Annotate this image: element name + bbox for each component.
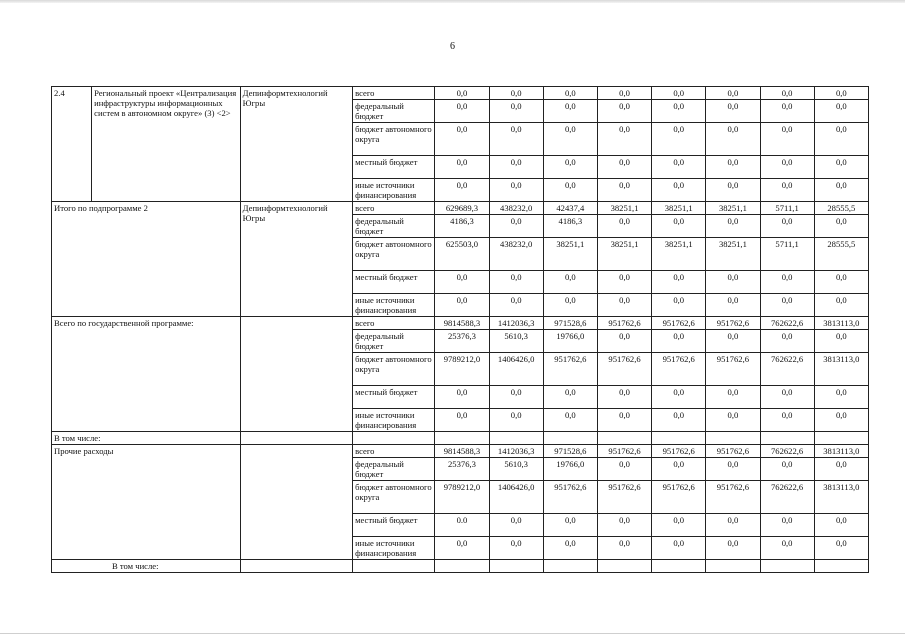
value-cell: 762622,6 [760,445,814,458]
funding-source: иные источники финансирования [353,179,435,202]
value-cell: 0,0 [706,537,760,560]
value-cell: 629689,3 [435,202,489,215]
value-cell: 1406426,0 [489,481,543,514]
value-cell: 1412036,3 [489,445,543,458]
executor [240,445,352,560]
value-cell: 0,0 [760,514,814,537]
value-cell: 0,0 [814,330,868,353]
empty-cell [706,432,760,445]
funding-source: всего [353,317,435,330]
value-cell: 951762,6 [597,481,651,514]
table-row [52,317,869,330]
value-cell: 0,0 [814,123,868,156]
value-cell: 971528,6 [543,445,597,458]
funding-source: бюджет автономного округа [353,353,435,386]
value-cell: 0,0 [814,179,868,202]
value-cell: 0,0 [597,215,651,238]
value-cell: 1406426,0 [489,353,543,386]
value-cell: 0,0 [706,514,760,537]
value-cell: 0,0 [814,100,868,123]
value-cell: 0,0 [706,100,760,123]
value-cell: 0,0 [489,386,543,409]
value-cell: 5610,3 [489,330,543,353]
value-cell: 0,0 [435,100,489,123]
value-cell: 762622,6 [760,317,814,330]
table-row [52,560,869,573]
value-cell: 0,0 [652,514,706,537]
value-cell: 0,0 [760,409,814,432]
value-cell: 3813113,0 [814,445,868,458]
funding-source: всего [353,202,435,215]
value-cell: 0,0 [435,271,489,294]
value-cell: 0,0 [814,386,868,409]
value-cell: 0,0 [706,294,760,317]
value-cell: 0,0 [760,215,814,238]
value-cell: 5711,1 [760,238,814,271]
empty-cell [652,432,706,445]
value-cell: 42437,4 [543,202,597,215]
value-cell: 0,0 [543,179,597,202]
value-cell: 9789212,0 [435,481,489,514]
value-cell: 951762,6 [652,353,706,386]
value-cell: 38251,1 [652,202,706,215]
value-cell: 0,0 [706,123,760,156]
value-cell: 0,0 [760,179,814,202]
value-cell: 0,0 [814,409,868,432]
value-cell: 0,0 [543,156,597,179]
value-cell: 0,0 [597,386,651,409]
value-cell: 0,0 [597,271,651,294]
value-cell: 0,0 [652,123,706,156]
value-cell: 0,0 [489,123,543,156]
value-cell: 1412036,3 [489,317,543,330]
value-cell: 971528,6 [543,317,597,330]
value-cell: 0,0 [489,179,543,202]
value-cell: 0,0 [760,294,814,317]
value-cell: 5711,1 [760,202,814,215]
value-cell: 0,0 [543,409,597,432]
value-cell: 0,0 [814,514,868,537]
section-label: В том числе: [52,560,241,573]
financing-table [51,86,869,573]
value-cell: 0,0 [706,271,760,294]
value-cell: 0,0 [652,294,706,317]
value-cell: 951762,6 [597,353,651,386]
value-cell: 38251,1 [706,202,760,215]
value-cell: 0,0 [760,87,814,100]
value-cell: 0,0 [706,330,760,353]
scan-edge-bottom [0,633,905,634]
value-cell: 0,0 [489,100,543,123]
value-cell: 3813113,0 [814,317,868,330]
empty-cell [543,432,597,445]
funding-source: иные источники финансирования [353,537,435,560]
value-cell: 0,0 [435,294,489,317]
value-cell: 0,0 [543,123,597,156]
value-cell: 0,0 [597,87,651,100]
value-cell: 0,0 [706,156,760,179]
funding-source: бюджет автономного округа [353,123,435,156]
funding-source: местный бюджет [353,271,435,294]
funding-source: всего [353,445,435,458]
funding-source: федеральный бюджет [353,100,435,123]
value-cell: 0,0 [760,271,814,294]
funding-source: бюджет автономного округа [353,481,435,514]
value-cell: 0,0 [760,100,814,123]
value-cell: 0,0 [652,100,706,123]
value-cell: 3813113,0 [814,481,868,514]
value-cell: 28555,5 [814,202,868,215]
value-cell: 0,0 [652,156,706,179]
value-cell: 3813113,0 [814,353,868,386]
value-cell: 0,0 [706,458,760,481]
funding-source: бюджет автономного округа [353,238,435,271]
item-name: Итого по подпрограмме 2 [52,202,241,317]
value-cell: 0,0 [760,156,814,179]
value-cell: 0,0 [706,409,760,432]
value-cell: 38251,1 [597,202,651,215]
value-cell: 0,0 [543,537,597,560]
value-cell: 0,0 [435,537,489,560]
value-cell: 0,0 [706,386,760,409]
value-cell: 0,0 [652,409,706,432]
empty-cell [240,432,352,445]
funding-source: местный бюджет [353,514,435,537]
value-cell: 0,0 [814,458,868,481]
value-cell: 951762,6 [706,445,760,458]
value-cell: 38251,1 [652,238,706,271]
value-cell: 951762,6 [652,445,706,458]
value-cell: 951762,6 [652,317,706,330]
value-cell: 0,0 [652,87,706,100]
funding-source: всего [353,87,435,100]
value-cell: 0,0 [489,271,543,294]
value-cell: 38251,1 [543,238,597,271]
table-row [52,87,869,100]
value-cell: 0,0 [543,87,597,100]
value-cell: 0,0 [489,87,543,100]
value-cell: 0.0 [435,514,489,537]
empty-cell [489,560,543,573]
value-cell: 9789212,0 [435,353,489,386]
value-cell: 25376,3 [435,458,489,481]
item-name: Региональный проект «Централизация инфраструктуры информационных систем в автономном округе» (3) <2> [92,87,241,202]
value-cell: 0,0 [597,156,651,179]
value-cell: 951762,6 [597,445,651,458]
value-cell: 0,0 [435,409,489,432]
value-cell: 0,0 [814,215,868,238]
table-row [52,445,869,458]
funding-source: местный бюджет [353,156,435,179]
value-cell: 0,0 [543,294,597,317]
value-cell: 0,0 [814,294,868,317]
value-cell: 0,0 [489,156,543,179]
funding-source: иные источники финансирования [353,409,435,432]
value-cell: 19766,0 [543,330,597,353]
empty-cell [435,432,489,445]
value-cell: 0,0 [597,458,651,481]
value-cell: 5610,3 [489,458,543,481]
value-cell: 762622,6 [760,481,814,514]
value-cell: 0,0 [543,271,597,294]
value-cell: 0,0 [706,179,760,202]
value-cell: 0,0 [652,271,706,294]
value-cell: 0,0 [489,294,543,317]
item-name: Прочие расходы [52,445,241,560]
value-cell: 9814588,3 [435,317,489,330]
value-cell: 0,0 [489,514,543,537]
empty-cell [760,560,814,573]
executor: Депинформтехнологий Югры [240,87,352,202]
value-cell: 0,0 [597,100,651,123]
value-cell: 0,0 [652,330,706,353]
value-cell: 0,0 [814,271,868,294]
value-cell: 0,0 [760,458,814,481]
table-row [52,432,869,445]
value-cell: 0,0 [760,537,814,560]
executor: Депинформтехнологий Югры [240,202,352,317]
value-cell: 25376,3 [435,330,489,353]
funding-source: федеральный бюджет [353,215,435,238]
value-cell: 0,0 [597,514,651,537]
value-cell: 0,0 [597,330,651,353]
value-cell: 0,0 [597,123,651,156]
empty-cell [706,560,760,573]
value-cell: 625503,0 [435,238,489,271]
value-cell: 0,0 [814,87,868,100]
value-cell: 951762,6 [597,317,651,330]
value-cell: 0,0 [597,537,651,560]
funding-source: федеральный бюджет [353,458,435,481]
value-cell: 28555,5 [814,238,868,271]
item-code: 2.4 [52,87,92,202]
value-cell: 0,0 [489,215,543,238]
empty-cell [240,560,352,573]
empty-cell [353,432,435,445]
value-cell: 4186,3 [435,215,489,238]
funding-source: местный бюджет [353,386,435,409]
value-cell: 0,0 [543,514,597,537]
empty-cell [760,432,814,445]
value-cell: 0,0 [435,123,489,156]
empty-cell [489,432,543,445]
scan-edge [0,0,905,3]
empty-cell [543,560,597,573]
value-cell: 19766,0 [543,458,597,481]
section-label: В том числе: [52,432,241,445]
value-cell: 9814588,3 [435,445,489,458]
value-cell: 438232,0 [489,238,543,271]
value-cell: 0,0 [652,386,706,409]
value-cell: 951762,6 [706,353,760,386]
value-cell: 951762,6 [706,317,760,330]
value-cell: 0,0 [706,215,760,238]
value-cell: 0,0 [652,215,706,238]
empty-cell [597,560,651,573]
value-cell: 0,0 [652,458,706,481]
value-cell: 762622,6 [760,353,814,386]
empty-cell [353,560,435,573]
value-cell: 0,0 [652,179,706,202]
value-cell: 0,0 [597,294,651,317]
executor [240,317,352,432]
empty-cell [814,560,868,573]
value-cell: 0,0 [489,537,543,560]
value-cell: 0,0 [435,87,489,100]
value-cell: 0,0 [489,409,543,432]
value-cell: 0,0 [435,179,489,202]
value-cell: 438232,0 [489,202,543,215]
page-number: 6 [450,41,455,52]
value-cell: 951762,6 [706,481,760,514]
table-row [52,202,869,215]
value-cell: 0,0 [814,156,868,179]
value-cell: 0,0 [760,386,814,409]
value-cell: 0,0 [435,386,489,409]
value-cell: 0,0 [706,87,760,100]
empty-cell [814,432,868,445]
funding-source: федеральный бюджет [353,330,435,353]
empty-cell [652,560,706,573]
value-cell: 0,0 [760,123,814,156]
value-cell: 951762,6 [543,353,597,386]
value-cell: 0,0 [760,330,814,353]
funding-source: иные источники финансирования [353,294,435,317]
table-body [52,87,869,573]
value-cell: 38251,1 [597,238,651,271]
value-cell: 0,0 [543,100,597,123]
item-name: Всего по государственной программе: [52,317,241,432]
value-cell: 0,0 [435,156,489,179]
value-cell: 0,0 [543,386,597,409]
value-cell: 4186,3 [543,215,597,238]
value-cell: 0,0 [597,409,651,432]
value-cell: 951762,6 [652,481,706,514]
empty-cell [435,560,489,573]
value-cell: 0,0 [597,179,651,202]
value-cell: 951762,6 [543,481,597,514]
value-cell: 0,0 [814,537,868,560]
empty-cell [597,432,651,445]
value-cell: 0,0 [652,537,706,560]
value-cell: 38251,1 [706,238,760,271]
